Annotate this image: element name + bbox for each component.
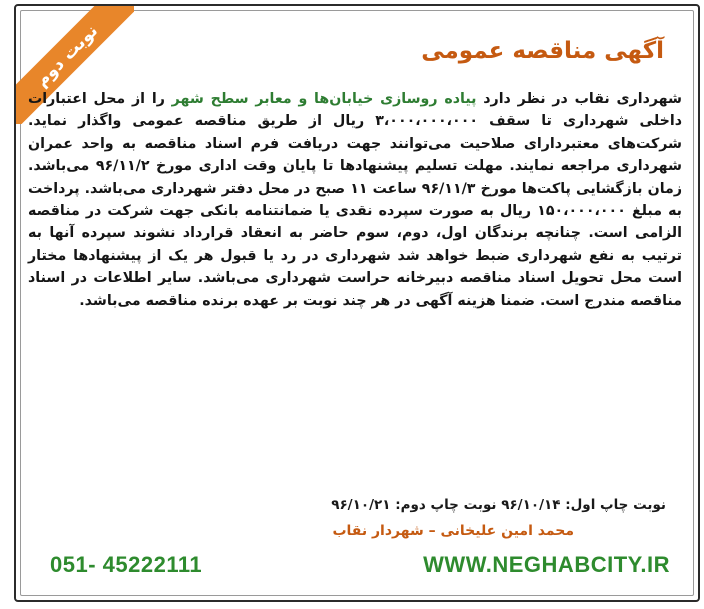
ribbon-label: نوبت دوم bbox=[16, 6, 134, 124]
notice-body bbox=[28, 88, 682, 312]
phone-number: 051- 45222111 bbox=[50, 552, 203, 577]
website-link[interactable]: WWW.NEGHABCITY.IR bbox=[423, 552, 670, 577]
print-dates: نوبت چاپ اول: ۹۶/۱۰/۱۴ نوبت چاپ دوم: ۹۶/۱۰/۲۱ bbox=[331, 497, 666, 513]
signature: محمد امین علیخانی – شهردار نقاب bbox=[332, 523, 574, 539]
body-rest: را از محل اعتبارات داخلی شهرداری تا سقف ۳،۰۰۰،۰۰۰،۰۰۰ ریال از طریق مناقصه عمومی واگذار نماید. شرکت‌های معتبردارای صلاحیت می‌توانند جهت دریافت فرم اسناد مناقصه به واحد عمران شهرداری مراجعه نمایند. مهلت تسلیم پیشنهادها تا پایان وقت اداری مورخ ۹۶/۱۱/۲ می‌باشد. زمان بازگشایی پاکت‌ها مورخ ۹۶/۱۱/۳ ساعت ۱۱ صبح در محل دفتر شهرداری می‌باشد. پرداخت به مبلغ ۱۵۰،۰۰۰،۰۰۰ ریال به صورت سپرده نقدی یا ضمانتنامه بانکی جهت شرکت در مناقصه الزامی است. چنانچه برندگان اول، دوم، سوم حاضر به انعقاد قرارداد نشوند سپرده آنها به ترتیب به نفع شهرداری ضبط خواهد شد شهرداری در رد یا قبول هر یک از پیشنهادها مختار است محل تحویل اسناد مناقصه دبیرخانه حراست شهرداری می‌باشد. سایر اطلاعات در اسناد مناقصه مندرج است. ضمنا هزینه آگهی در هر چند نوبت بر عهده برنده مناقصه می‌باشد. bbox=[28, 91, 683, 309]
body-intro: شهرداری نقاب در نظر دارد bbox=[476, 91, 682, 107]
notice-title: آگهی مناقصه عمومی bbox=[421, 38, 664, 64]
body-highlight: پیاده روسازی خیابان‌ها و معابر سطح شهر bbox=[171, 91, 477, 107]
